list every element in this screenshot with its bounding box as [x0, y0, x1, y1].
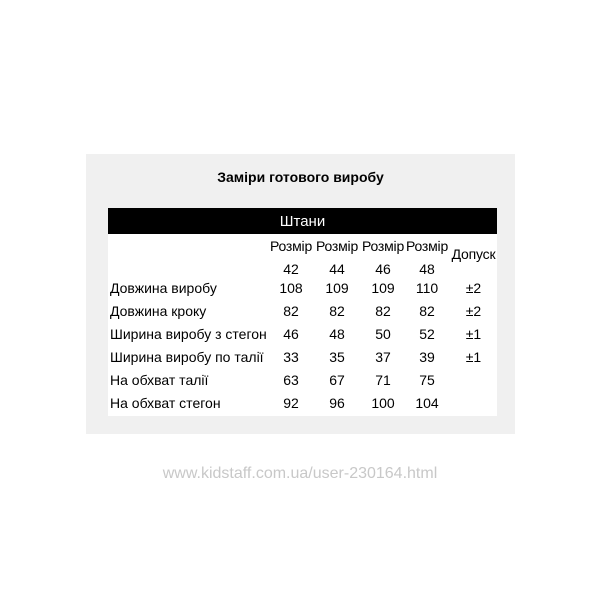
row-label: Довжина кроку [110, 303, 207, 319]
cell-value: 96 [329, 395, 345, 411]
cell-value: 109 [371, 280, 395, 296]
row-label: Ширина виробу по талії [110, 349, 264, 365]
size-column-head-48 [404, 236, 450, 279]
cell-value: 82 [329, 303, 345, 319]
measurements-panel [86, 154, 515, 434]
tolerance-value: ±2 [465, 303, 482, 319]
table-row [108, 301, 497, 323]
cell-value: 82 [419, 303, 435, 319]
table-row [108, 324, 497, 346]
table-header-bar [108, 208, 497, 234]
table-row [108, 393, 497, 415]
size-column-head-42 [268, 236, 314, 279]
table-header-label: Штани [279, 212, 326, 230]
cell-value: 92 [283, 395, 299, 411]
cell-value: 82 [375, 303, 391, 319]
row-label: Ширина виробу з стегон [110, 326, 267, 342]
page-title: Заміри готового виробу [217, 169, 384, 185]
cell-value: 109 [325, 280, 349, 296]
size-column-label: Розмір [315, 238, 359, 254]
cell-value: 48 [329, 326, 345, 342]
size-column-label: Розмір [405, 238, 449, 254]
table-row [108, 370, 497, 392]
cell-value: 63 [283, 372, 299, 388]
size-column-head-44 [314, 236, 360, 279]
size-column-label: Розмір [361, 238, 405, 254]
cell-value: 50 [375, 326, 391, 342]
cell-value: 46 [283, 326, 299, 342]
cell-value: 108 [279, 280, 303, 296]
cell-value: 39 [419, 349, 435, 365]
cell-value: 71 [375, 372, 391, 388]
table-row [108, 278, 497, 300]
cell-value: 33 [283, 349, 299, 365]
watermark-url: www.kidstaff.com.ua/user-230164.html [162, 465, 438, 482]
cell-value: 35 [329, 349, 345, 365]
size-column-label: Розмір [269, 238, 313, 254]
cell-value: 37 [375, 349, 391, 365]
row-label: На обхват стегон [110, 395, 221, 411]
cell-value: 82 [283, 303, 299, 319]
tolerance-value: ±1 [465, 349, 482, 365]
cell-value: 104 [415, 395, 439, 411]
tolerance-column-head: Допуск [451, 246, 496, 262]
row-label: На обхват талії [110, 372, 209, 388]
size-column-value: 42 [283, 261, 299, 277]
size-column-head-46 [360, 236, 406, 279]
cell-value: 110 [415, 280, 439, 296]
table-row [108, 347, 497, 369]
row-label: Довжина виробу [110, 280, 217, 296]
size-column-value: 48 [419, 261, 435, 277]
size-column-value: 46 [375, 261, 391, 277]
cell-value: 75 [419, 372, 435, 388]
tolerance-value: ±1 [465, 326, 482, 342]
cell-value: 52 [419, 326, 435, 342]
measurements-table [108, 208, 497, 416]
tolerance-value: ±2 [465, 280, 482, 296]
cell-value: 100 [371, 395, 395, 411]
cell-value: 67 [329, 372, 345, 388]
size-column-value: 44 [329, 261, 345, 277]
